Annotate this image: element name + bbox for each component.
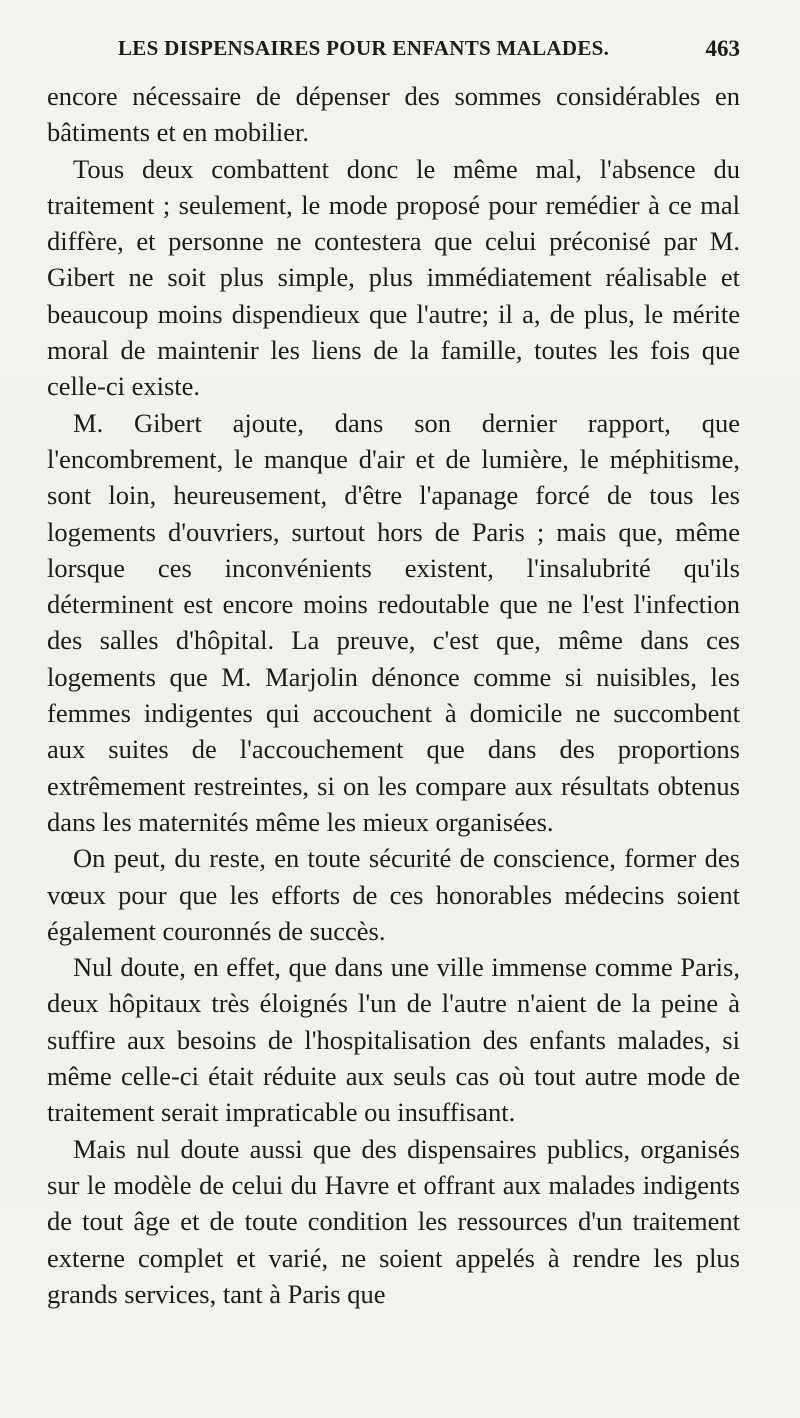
paragraph-2: Tous deux combattent donc le même mal, l'absence du traitement ; seulement, le mode proposé pour remédier à ce mal diffère, et personne ne contestera que celui préconisé par M. Gibert ne soit plus simple, plus immédiatement réalisable et beaucoup moins dispendieux que l'autre; il a, de plus, le mérite moral de maintenir les liens de la famille, toutes les fois que celle-ci existe. (47, 153, 740, 402)
paragraph-4: On peut, du reste, en toute sécurité de conscience, former des vœux pour que les efforts de ces honorables médecins soient également couronnés de succès. (47, 843, 740, 946)
body-text (47, 78, 740, 1312)
paragraph-5: Nul doute, en effet, que dans une ville immense comme Paris, deux hôpitaux très éloignés l'un de l'autre n'aient de la peine à suffire aux besoins de l'hospitalisation des enfants malades, si même celle-ci était réduite aux seuls cas où tout autre mode de traitement serait impraticable ou insuffisant. (47, 952, 740, 1128)
page-number: 463 (705, 36, 740, 61)
page-header (118, 36, 740, 68)
running-title: LES DISPENSAIRES POUR ENFANTS MALADES. (118, 36, 610, 60)
paragraph-3: M. Gibert ajoute, dans son dernier rapport, que l'encombrement, le manque d'air et de lumière, le méphitisme, sont loin, heureusement, d'être l'apanage forcé de tous les logements d'ouvriers, surtout hors de Paris ; mais que, même lorsque ces inconvénients existent, l'insalubrité qu'ils déterminent est encore moins redoutable que ne l'est l'infection des salles d'hôpital. La preuve, c'est que, même dans ces logements que M. Marjolin dénonce comme si nuisibles, les femmes indigentes qui accouchent à domicile ne succombent aux suites de l'accouchement que dans des proportions extrêmement restreintes, si on les compare aux résultats obtenus dans les maternités même les mieux organisées. (47, 407, 740, 837)
paragraph-1: encore nécessaire de dépenser des sommes considérables en bâtiments et en mobilier. (47, 81, 740, 148)
paragraph-6: Mais nul doute aussi que des dispensaires publics, organisés sur le modèle de celui du Havre et offrant aux malades indigents de tout âge et de toute condition les ressources d'un traitement externe complet et varié, ne soient appelés à rendre les plus grands services, tant à Paris que (47, 1133, 740, 1309)
